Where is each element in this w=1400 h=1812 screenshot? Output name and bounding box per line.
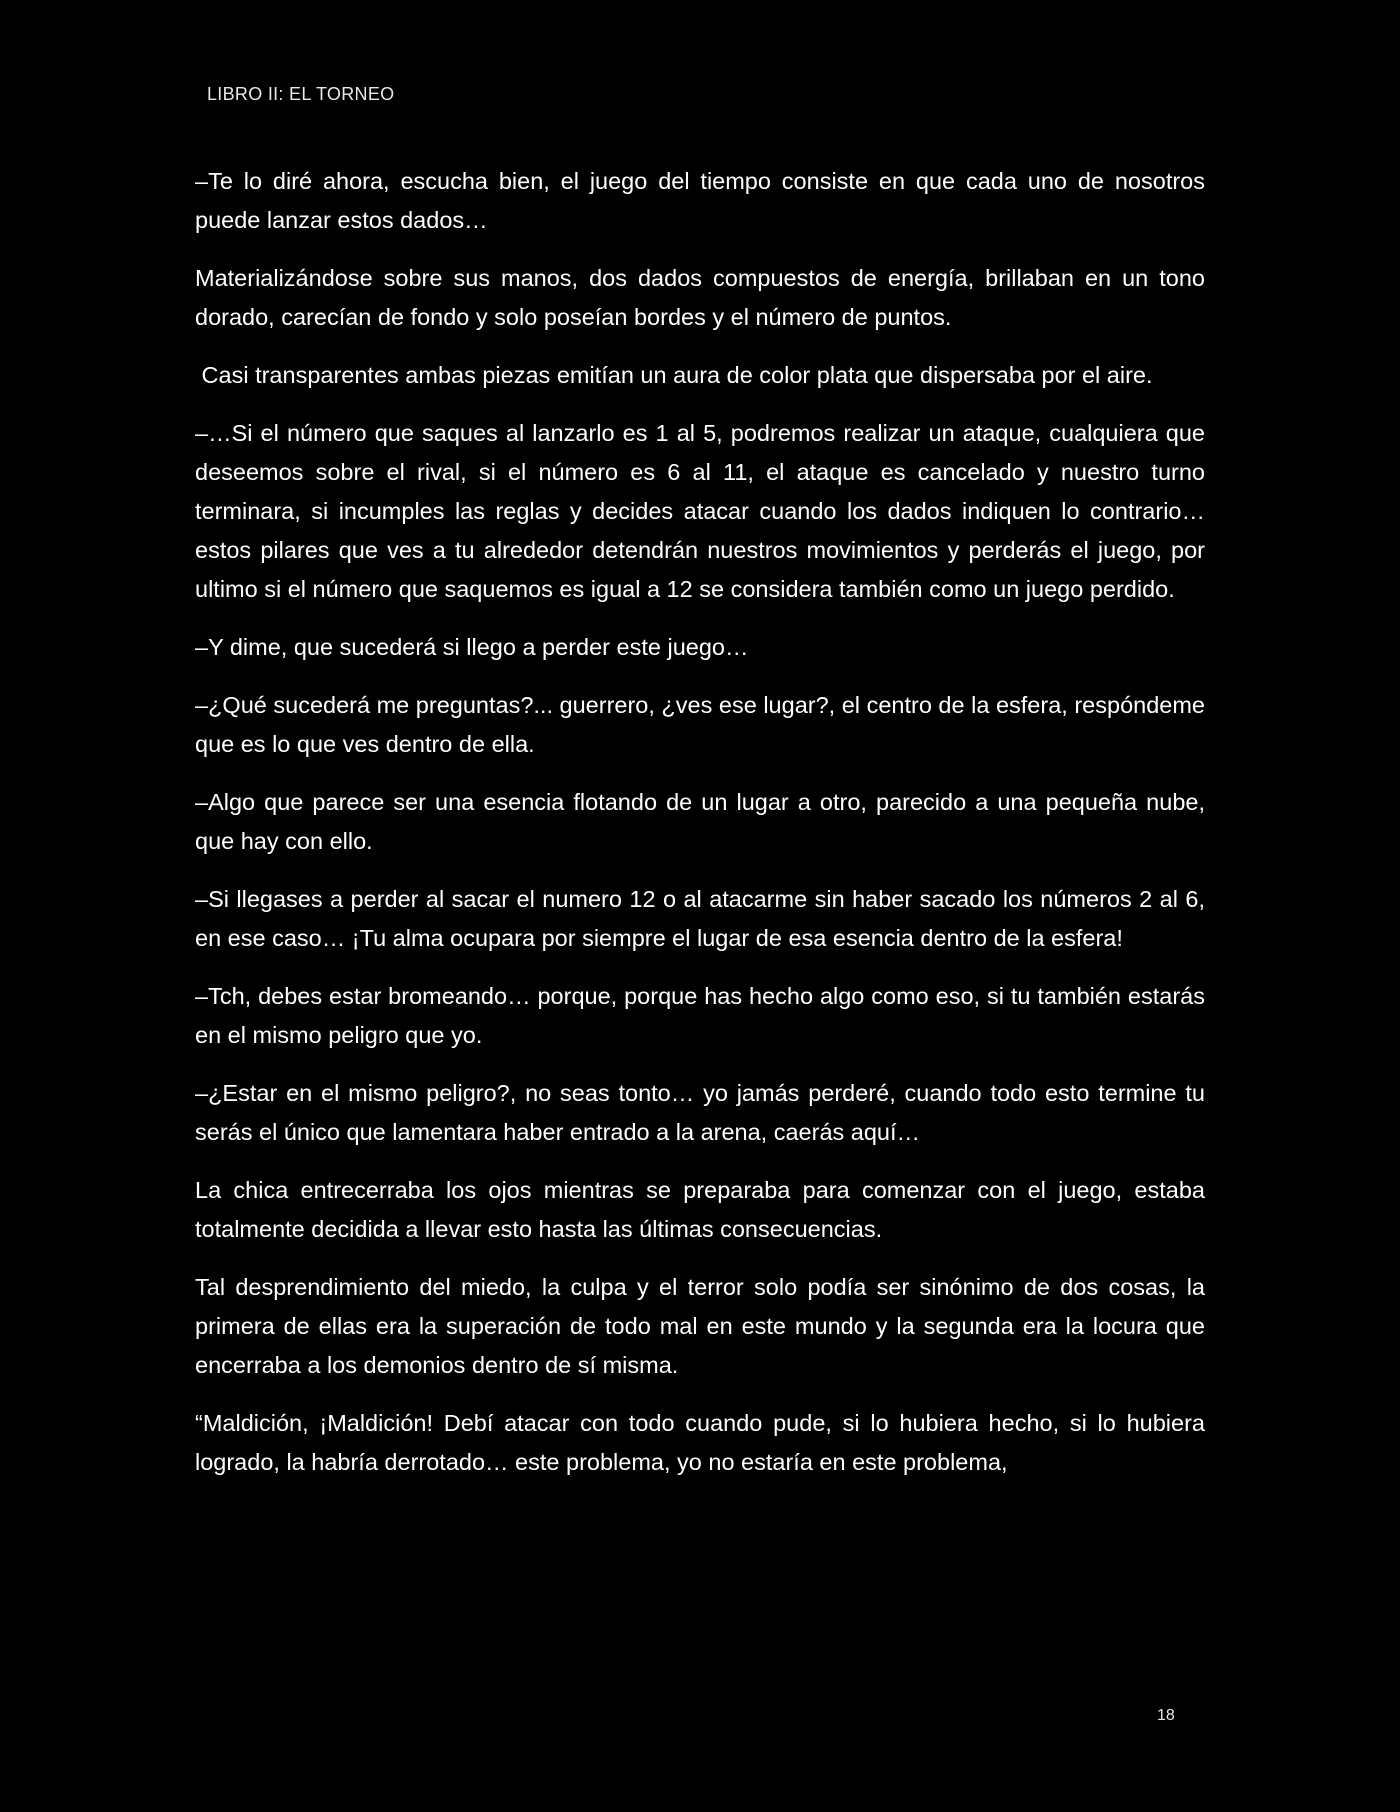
paragraph: –Algo que parece ser una esencia flotando de un lugar a otro, parecido a una pequeña nube, que hay con ello. <box>195 789 1205 854</box>
paragraph: “Maldición, ¡Maldición! Debí atacar con todo cuando pude, si lo hubiera hecho, si lo hubiera logrado, la habría derrotado… este problema, yo no estaría en este problema, <box>195 1410 1205 1475</box>
body-text <box>195 162 1205 1501</box>
paragraph: –Si llegases a perder al sacar el numero 12 o al atacarme sin haber sacado los números 2 al 6, en ese caso… ¡Tu alma ocupara por siempre el lugar de esa esencia dentro de la esfera! <box>195 886 1205 951</box>
running-header: LIBRO II: EL TORNEO <box>207 84 395 104</box>
paragraph: –¿Qué sucederá me preguntas?... guerrero, ¿ves ese lugar?, el centro de la esfera, respóndeme que es lo que ves dentro de ella. <box>195 692 1205 757</box>
paragraph: Casi transparentes ambas piezas emitían un aura de color plata que dispersaba por el aire. <box>195 362 1153 388</box>
paragraph: –Tch, debes estar bromeando… porque, porque has hecho algo como eso, si tu también estarás en el mismo peligro que yo. <box>195 983 1205 1048</box>
paragraph: –Te lo diré ahora, escucha bien, el juego del tiempo consiste en que cada uno de nosotros puede lanzar estos dados… <box>195 168 1205 233</box>
paragraph: –Y dime, que sucederá si llego a perder este juego… <box>195 634 749 660</box>
paragraph: La chica entrecerraba los ojos mientras se preparaba para comenzar con el juego, estaba totalmente decidida a llevar esto hasta las últimas consecuencias. <box>195 1177 1205 1242</box>
page-number: 18 <box>1157 1707 1175 1724</box>
paragraph: Materializándose sobre sus manos, dos dados compuestos de energía, brillaban en un tono dorado, carecían de fondo y solo poseían bordes y el número de puntos. <box>195 265 1205 330</box>
paragraph: –…Si el número que saques al lanzarlo es 1 al 5, podremos realizar un ataque, cualquiera que deseemos sobre el rival, si el número es 6 al 11, el ataque es cancelado y nuestro turno terminara, si incumples las reglas y decides atacar cuando los dados indiquen lo contrario… estos pilares que ves a tu alrededor detendrán nuestros movimientos y perderás el juego, por ultimo si el número que saquemos es igual a 12 se considera también como un juego perdido. <box>195 420 1205 602</box>
paragraph: –¿Estar en el mismo peligro?, no seas tonto… yo jamás perderé, cuando todo esto termine tu serás el único que lamentara haber entrado a la arena, caerás aquí… <box>195 1080 1205 1145</box>
paragraph: Tal desprendimiento del miedo, la culpa y el terror solo podía ser sinónimo de dos cosas, la primera de ellas era la superación de todo mal en este mundo y la segunda era la locura que encerraba a los demonios dentro de sí misma. <box>195 1274 1205 1378</box>
